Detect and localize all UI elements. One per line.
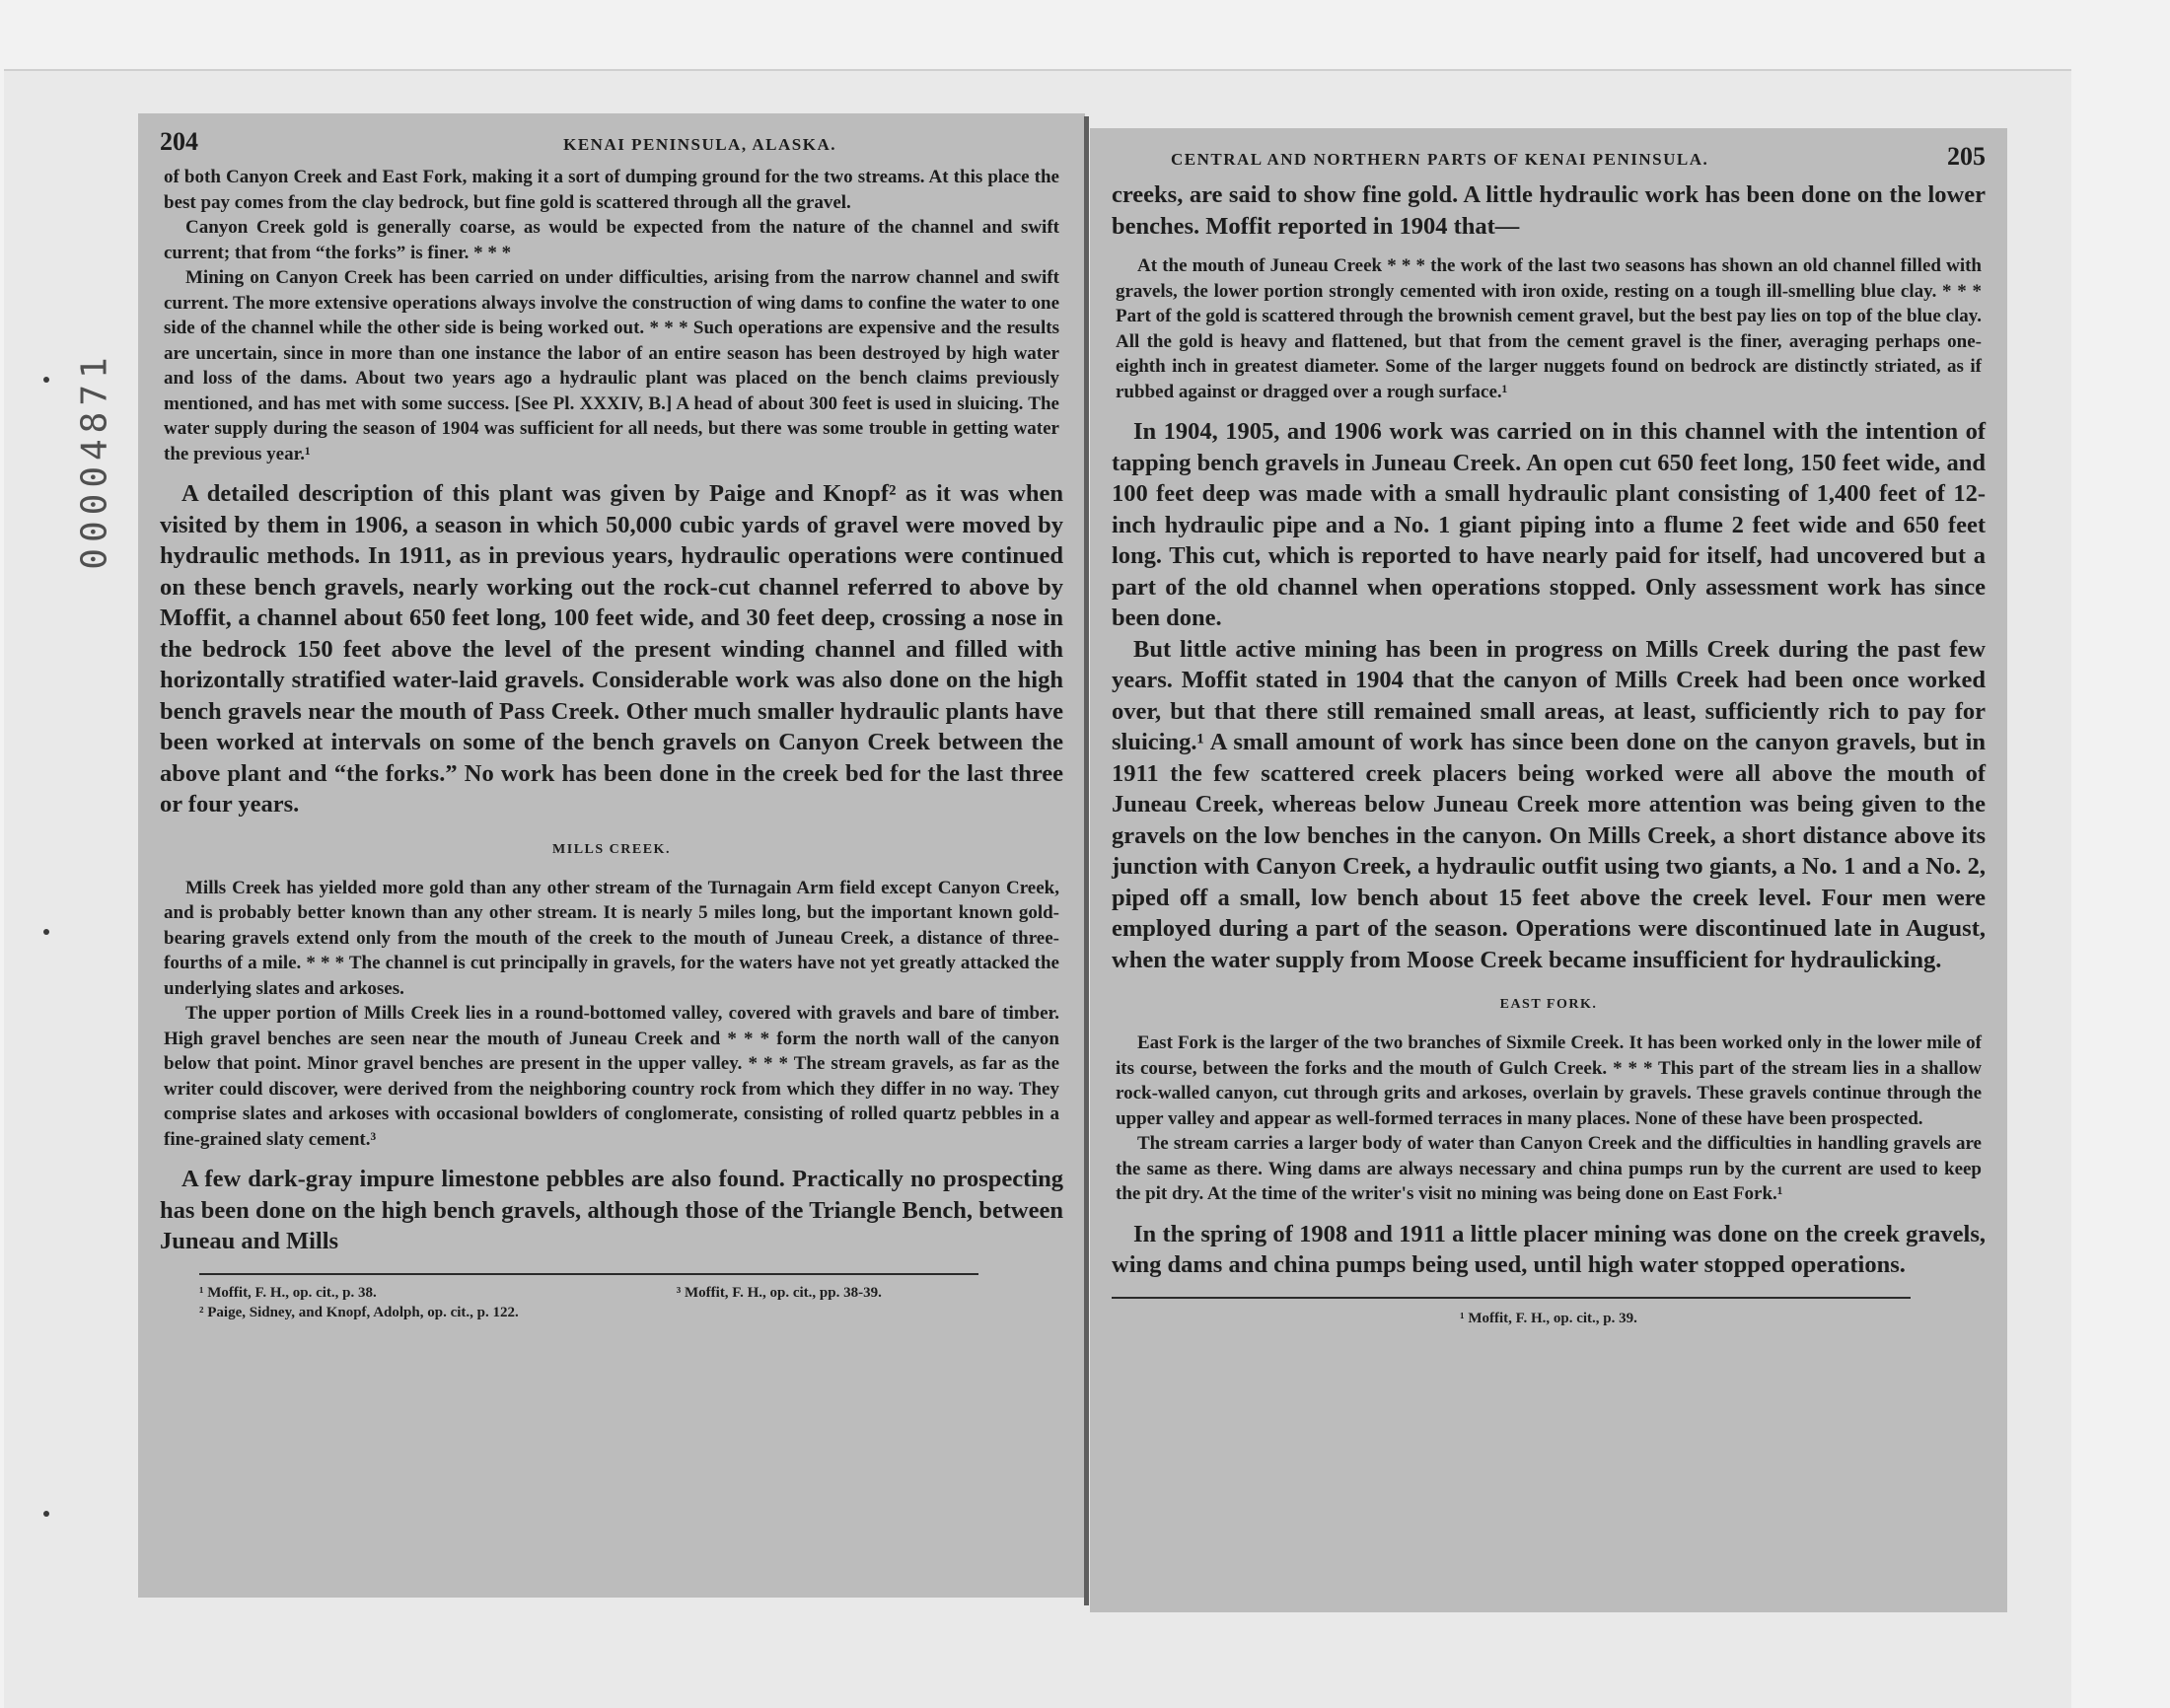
right-body-paragraph: In the spring of 1908 and 1911 a little placer mining was done on the creek gravels, wing dams and china pumps being used, until high water stopped operations. bbox=[1112, 1220, 1986, 1278]
right-page bbox=[1090, 128, 2007, 1612]
footnote: ³ Moffit, F. H., op. cit., pp. 38-39. bbox=[676, 1284, 882, 1301]
footnote-rule bbox=[199, 1273, 978, 1275]
right-quote-block-1 bbox=[1112, 253, 1986, 404]
edge-mark bbox=[43, 377, 49, 383]
left-footnotes bbox=[160, 1283, 1063, 1322]
footnote-rule bbox=[1112, 1297, 1911, 1299]
right-quote-paragraph: At the mouth of Juneau Creek * * * the work of the last two seasons has shown an old channel filled with gravels, the lower portion strongly cemented with iron oxide, resting on a tough ill-smelling blue clay. * * * Part of the gold is scattered through the brownish cement gravel, but the best pay lies on top of the blue clay. All the gold is heavy and flattened, but that from the cement gravel is the finer, averaging perhaps one-eighth inch in greatest diameter. Some of the larger nuggets found on bedrock are distinctly striated, as if rubbed against or dragged over a rough surface.¹ bbox=[1116, 255, 1982, 402]
right-running-head bbox=[1112, 142, 1986, 172]
roll-number-text: 00004871 bbox=[74, 351, 115, 570]
book-gutter bbox=[1084, 116, 1089, 1605]
left-running-head bbox=[160, 127, 1063, 157]
right-quote-paragraph: East Fork is the larger of the two branches of Sixmile Creek. It has been worked only in the lower mile of its course, between the forks and the mouth of Gulch Creek. * * * This part of the stream lies in a shallow rock-walled canyon, cut through grits and arkoses, overlain by gravels. These gravels continue through the upper valley and appear as well-formed terraces in many places. None of these have been prospected. bbox=[1116, 1032, 1982, 1129]
right-body-paragraph: creeks, are said to show fine gold. A little hydraulic work has been done on the lower benches. Moffit reported in 1904 that— bbox=[1112, 181, 1986, 240]
left-section-heading: MILLS CREEK. bbox=[552, 841, 671, 857]
right-body-paragraph: In 1904, 1905, and 1906 work was carried on in this channel with the intention of tapping bench gravels in Juneau Creek. An open cut 650 feet long, 150 feet wide, and 100 feet deep was made with a small hydraulic plant consisting of 1,400 feet of 12-inch hydraulic pipe and a No. 1 giant piping into a flume 2 feet wide and 650 feet long. This cut, which is reported to have nearly paid for itself, had uncovered but a part of the old channel when operations stopped. Only assessment work has since been done. bbox=[1112, 418, 1986, 631]
footnote: ¹ Moffit, F. H., op. cit., p. 38. bbox=[199, 1284, 377, 1301]
left-quote-paragraph: Canyon Creek gold is generally coarse, as would be expected from the nature of the channel and swift current; that from “the forks” is finer. * * * bbox=[164, 217, 1059, 263]
footnote: ² Paige, Sidney, and Knopf, Adolph, op. cit., p. 122. bbox=[199, 1304, 519, 1320]
right-body-paragraph: But little active mining has been in progress on Mills Creek during the past few years. Moffit stated in 1904 that the canyon of Mills Creek had been once worked over, but that there still remained small areas, at least, sufficiently rich to pay for sluicing.¹ A small amount of work has since been done on the canyon gravels, but in 1911 the few scattered creek placers being worked were all above the mouth of Juneau Creek, whereas below Juneau Creek more attention was being given to the gravels on the low benches in the canyon. On Mills Creek, a short distance above its junction with Canyon Creek, a hydraulic outfit using two giants, a No. 1 and a No. 2, piped off a small, low bench about 15 feet above the creek level. Four men were employed during a part of the season. Operations were discontinued late in August, when the water supply from Moose Creek became insufficient for hydraulicking. bbox=[1112, 635, 1986, 973]
left-quote-block-1 bbox=[160, 165, 1063, 466]
left-page-number: 204 bbox=[160, 127, 198, 156]
edge-mark bbox=[43, 929, 49, 935]
right-quote-paragraph: The stream carries a larger body of water than Canyon Creek and the difficulties in handling gravels are the same as there. Wing dams are always necessary and china pumps run by the current are used to keep the pit dry. At the time of the writer's visit no mining was being done on East Fork.¹ bbox=[1116, 1133, 1982, 1204]
left-quote-paragraph: Mills Creek has yielded more gold than any other stream of the Turnagain Arm field except Canyon Creek, and is probably better known than any other stream. It is nearly 5 miles long, but the important known gold-bearing gravels extend only from the mouth of the creek to the mouth of Juneau Creek, a distance of three-fourths of a mile. * * * The channel is cut principally in gravels, for the waters have not yet greatly attacked the underlying slates and arkoses. bbox=[164, 877, 1059, 999]
right-page-number: 205 bbox=[1947, 142, 1986, 171]
left-quote-paragraph: The upper portion of Mills Creek lies in a round-bottomed valley, covered with gravels and bare of timber. High gravel benches are seen near the mouth of Juneau Creek and * * * form the north wall of the canyon below that point. Minor gravel benches are present in the upper valley. * * * The stream gravels, as far as the writer could discover, were derived from the neighboring country rock from which they differ in no way. They comprise slates and arkoses with occasional bowlders of conglomerate, consisting of rolled quartz pebbles in a fine-grained slaty cement.³ bbox=[164, 1003, 1059, 1150]
left-quote-paragraph: of both Canyon Creek and East Fork, making it a sort of dumping ground for the two streams. At this place the best pay comes from the clay bedrock, but fine gold is scattered through all the gravel. bbox=[164, 167, 1059, 213]
right-section-heading: EAST FORK. bbox=[1499, 997, 1598, 1012]
left-page bbox=[138, 113, 1085, 1598]
footnote: ¹ Moffit, F. H., op. cit., p. 39. bbox=[1460, 1310, 1637, 1326]
left-body-paragraph: A detailed description of this plant was given by Paige and Knopf² as it was when visited by them in 1906, a season in which 50,000 cubic yards of gravel were moved by hydraulic methods. In 1911, as in previous years, hydraulic operations were continued on these bench gravels, nearly working out the rock-cut channel referred to above by Moffit, a channel about 650 feet long, 100 feet wide, and 30 feet deep, crossing a nose in the bedrock 150 feet above the level of the present winding channel and filled with horizontally stratified water-laid gravels. Considerable work was also done on the high bench gravels near the mouth of Pass Creek. Other much smaller hydraulic plants have been worked at intervals on some of the bench gravels on Canyon Creek between the above plant and “the forks.” No work has been done in the creek bed for the last three or four years. bbox=[160, 480, 1063, 818]
right-quote-block-2 bbox=[1112, 1031, 1986, 1207]
left-running-title: KENAI PENINSULA, ALASKA. bbox=[563, 135, 836, 154]
edge-mark bbox=[43, 1511, 49, 1517]
right-running-title: CENTRAL AND NORTHERN PARTS OF KENAI PENINSULA. bbox=[1171, 150, 1709, 169]
left-body-paragraph: A few dark-gray impure limestone pebbles are also found. Practically no prospecting has been done on the high bench gravels, although those of the Triangle Bench, between Juneau and Mills bbox=[160, 1166, 1063, 1254]
left-quote-block-2 bbox=[160, 876, 1063, 1153]
microfilm-roll-number bbox=[73, 351, 116, 570]
left-quote-paragraph: Mining on Canyon Creek has been carried on under difficulties, arising from the narrow channel and swift current. The more extensive operations always involve the construction of wing dams to confine the water to one side of the channel while the other side is being worked out. * * * Such operations are expensive and the results are uncertain, since in more than one instance the labor of an entire season has been destroyed by high water and loss of the dams. About two years ago a hydraulic plant was placed on the bench claims previously mentioned, and has met with some success. [See Pl. XXXIV, B.] A head of about 300 feet is used in sluicing. The water supply during the season of 1904 was sufficient for all needs, but there was some trouble in getting water the previous year.¹ bbox=[164, 267, 1059, 464]
